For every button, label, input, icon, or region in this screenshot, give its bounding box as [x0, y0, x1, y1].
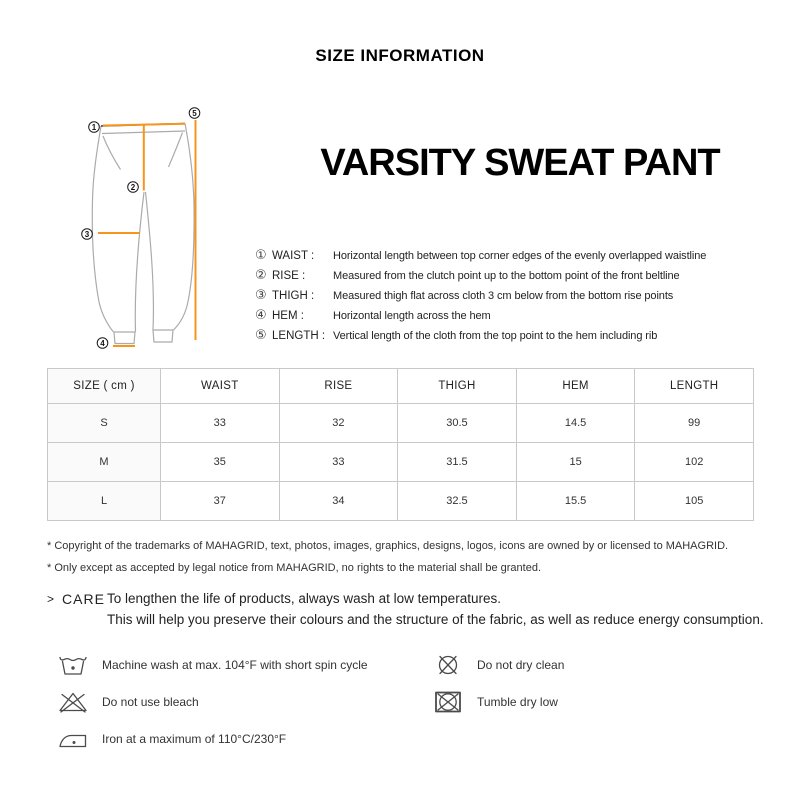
right-cuff	[153, 330, 173, 342]
header-thigh: THIGH	[398, 369, 517, 404]
value-cell: 99	[635, 404, 754, 443]
measurement-label: HEM :	[272, 310, 304, 322]
pants-diagram	[55, 95, 245, 360]
marker-3-thigh	[82, 229, 93, 240]
care-arrow: >	[47, 592, 55, 606]
value-cell: 34	[279, 482, 398, 521]
measurement-label: WAIST :	[272, 250, 315, 262]
size-cell: L	[48, 482, 161, 521]
header-waist: WAIST	[161, 369, 280, 404]
circled-number-1: ①	[255, 247, 267, 262]
measurement-row-rise	[255, 265, 765, 285]
right-pocket-curve	[169, 133, 183, 168]
right-inner-seam	[146, 192, 154, 330]
marker-4-hem	[97, 338, 108, 349]
marker-1-waist	[89, 122, 100, 133]
size-chart-table	[47, 368, 754, 521]
svg-text:5: 5	[192, 108, 197, 118]
value-cell: 32.5	[398, 482, 517, 521]
do-not-dry-clean-icon	[433, 653, 463, 677]
marker-2-rise	[128, 182, 139, 193]
measurement-definitions	[255, 245, 765, 345]
care-line: This will help you preserve their colours and the structure of the fabric, as well as reduce energy consumption.	[107, 612, 764, 627]
care-item-do-not-dry-clean	[433, 652, 564, 678]
header-hem: HEM	[516, 369, 635, 404]
svg-text:1: 1	[91, 122, 97, 132]
rights-note: * Only except as accepted by legal notice from MAHAGRID, no rights to the material shall be granted.	[47, 562, 542, 574]
measurement-row-waist	[255, 245, 765, 265]
value-cell: 30.5	[398, 404, 517, 443]
circled-number-5: ⑤	[255, 327, 267, 342]
care-item-tumble-dry-low	[433, 689, 564, 715]
right-outer-seam	[174, 124, 195, 331]
measurement-row-length	[255, 325, 765, 345]
care-description	[107, 588, 764, 630]
copyright-note: * Copyright of the trademarks of MAHAGRID, text, photos, images, graphics, designs, logos, icons are owned by or licensed to MAHAGRID.	[47, 540, 729, 552]
table-row-s	[48, 404, 754, 443]
care-item-label: Iron at a maximum of 110°C/230°F	[102, 732, 287, 746]
measurement-row-hem	[255, 305, 765, 325]
header-rise: RISE	[279, 369, 398, 404]
marker-5-length	[189, 108, 200, 119]
product-title: VARSITY SWEAT PANT	[320, 142, 720, 184]
value-cell: 105	[635, 482, 754, 521]
care-item-machine-wash	[58, 652, 368, 678]
measurement-desc: Measured from the clutch point up to the bottom point of the front beltline	[333, 270, 680, 282]
value-cell: 15.5	[516, 482, 635, 521]
table-row-l	[48, 482, 754, 521]
left-pocket-curve	[103, 136, 121, 170]
measurement-desc: Horizontal length across the hem	[333, 310, 491, 322]
circled-number-2: ②	[255, 267, 267, 282]
circled-number-3: ③	[255, 287, 267, 302]
care-instructions-right	[433, 652, 564, 726]
care-line: To lengthen the life of products, always wash at low temperatures.	[107, 591, 501, 606]
measurement-label: THIGH :	[272, 290, 315, 302]
left-outer-seam	[92, 126, 113, 332]
do-not-bleach-icon	[58, 690, 88, 714]
left-cuff	[114, 332, 135, 344]
svg-text:3: 3	[84, 229, 90, 239]
measurement-label: RISE :	[272, 270, 306, 282]
care-item-label: Do not dry clean	[477, 658, 565, 672]
measurement-label: LENGTH :	[272, 330, 326, 342]
care-item-do-not-bleach	[58, 689, 368, 715]
size-cell: M	[48, 443, 161, 482]
table-header-row	[48, 369, 754, 404]
value-cell: 33	[161, 404, 280, 443]
value-cell: 14.5	[516, 404, 635, 443]
iron-icon	[58, 727, 88, 751]
page-title: SIZE INFORMATION	[315, 46, 485, 65]
value-cell: 102	[635, 443, 754, 482]
measurement-desc: Measured thigh flat across cloth 3 cm below from the bottom rise points	[333, 290, 674, 302]
header-size: SIZE ( cm )	[48, 369, 161, 404]
value-cell: 33	[279, 443, 398, 482]
care-instructions-left	[58, 652, 368, 763]
care-section-header	[47, 591, 105, 607]
value-cell: 15	[516, 443, 635, 482]
left-inner-seam	[135, 192, 144, 332]
measurement-desc: Vertical length of the cloth from the top point to the hem including rib	[333, 330, 658, 342]
legal-notes	[47, 535, 728, 579]
value-cell: 37	[161, 482, 280, 521]
size-cell: S	[48, 404, 161, 443]
circled-number-4: ④	[255, 307, 267, 322]
value-cell: 35	[161, 443, 280, 482]
care-label: CARE	[62, 591, 105, 607]
table-row-m	[48, 443, 754, 482]
care-item-label: Tumble dry low	[477, 695, 558, 709]
svg-text:4: 4	[100, 338, 105, 348]
care-item-iron	[58, 726, 368, 752]
measurement-desc: Horizontal length between top corner edges of the evenly overlapped waistline	[333, 250, 707, 262]
measurement-row-thigh	[255, 285, 765, 305]
care-item-label: Machine wash at max. 104°F with short spin cycle	[102, 658, 368, 672]
machine-wash-icon	[58, 653, 88, 677]
value-cell: 32	[279, 404, 398, 443]
care-item-label: Do not use bleach	[102, 695, 199, 709]
header-length: LENGTH	[635, 369, 754, 404]
value-cell: 31.5	[398, 443, 517, 482]
svg-text:2: 2	[130, 182, 136, 192]
tumble-dry-low-icon	[433, 690, 463, 714]
